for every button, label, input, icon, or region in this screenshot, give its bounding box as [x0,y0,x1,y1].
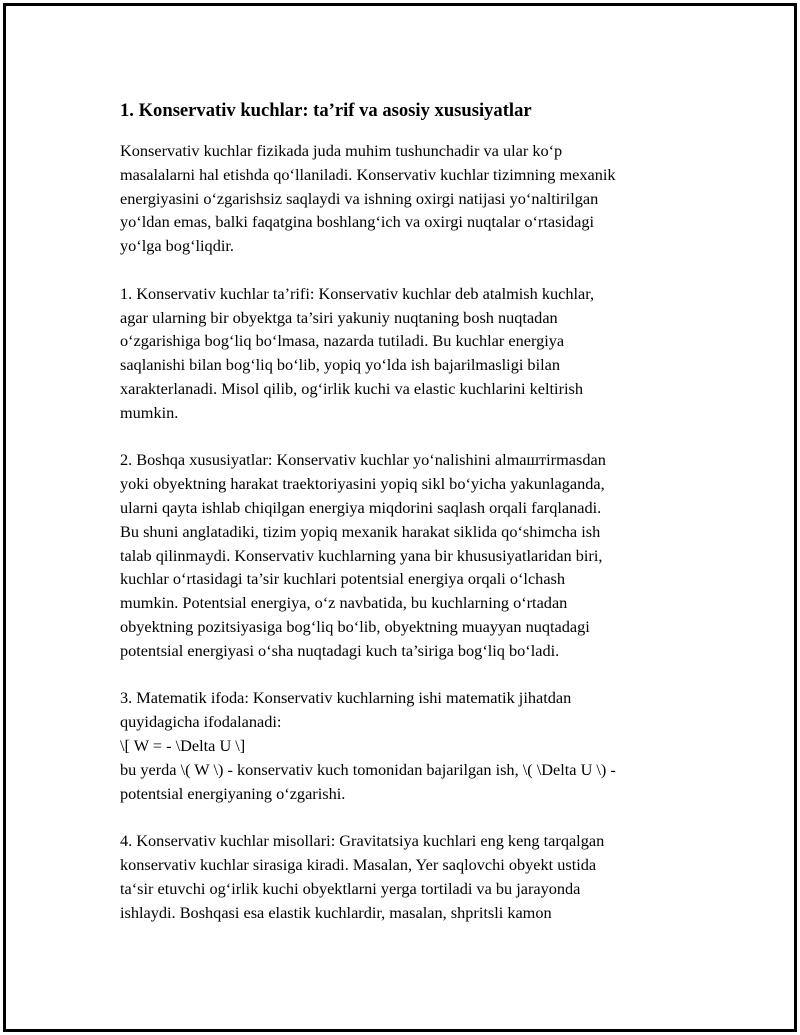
paragraph-list [120,139,700,924]
paragraph [120,139,700,258]
text-line: ularni qayta ishlab chiqilgan energiya miqdorini saqlash orqali farqlanadi. [120,497,602,517]
text-line: 2. Boshqa xususiyatlar: Konservativ kuchlar yo‘nalishini almaштirmasdan [120,450,606,470]
text-line: Bu shuni anglatadiki, tizim yopiq mexanik harakat siklida qo‘shimcha ish [120,521,601,541]
text-line: o‘zgarishiga bog‘liq bo‘lmasa, nazarda tutiladi. Bu kuchlar energiya [120,331,565,351]
document-body [120,99,700,924]
text-line: 1. Konservativ kuchlar ta’rifi: Konservativ kuchlar deb atalmish kuchlar, [120,283,595,303]
text-line: mumkin. [120,402,179,422]
text-line: 3. Matematik ifoda: Konservativ kuchlarning ishi matematik jihatdan [120,688,572,708]
page-frame [3,3,797,1032]
text-line: mumkin. Potentsial energiya, o‘z navbatida, bu kuchlarning o‘rtadan [120,593,568,613]
text-line: ishlaydi. Boshqasi esa elastik kuchlardir, masalan, shpritsli kamon [120,902,552,922]
text-line: potentsial energiyasi o‘sha nuqtadagi kuch ta’siriga bog‘liq bo‘ladi. [120,640,560,660]
text-line: potentsial energiyaning o‘zgarishi. [120,783,346,803]
text-line: yo‘lga bog‘liqdir. [120,236,234,256]
paragraph [120,686,700,805]
text-line: Konservativ kuchlar fizikada juda muhim tushunchadir va ular ko‘p [120,141,563,160]
text-line: energiyasini o‘zgarishsiz saqlaydi va ishning oxirgi natijasi yo‘naltirilgan [120,188,599,208]
text-line: yoki obyektning harakat traektoriyasini yopiq sikl bo‘yicha yakunlaganda, [120,474,605,494]
paragraph [120,448,700,662]
text-line: saqlanishi bilan bog‘liq bo‘lib, yopiq yo‘lda ish bajarilmasligi bilan [120,355,560,375]
section-heading: 1. Konservativ kuchlar: ta’rif va asosiy xususiyatlar [120,100,532,121]
text-line: bu yerda \( W \) - konservativ kuch tomonidan bajarilgan ish, \( \Delta U \) - [120,759,616,779]
text-line: talab qilinmaydi. Konservativ kuchlarning yana bir khususiyatlaridan biri, [120,545,603,565]
text-line: ta‘sir etuvchi og‘irlik kuchi obyektlarni yerga tortiladi va bu jarayonda [120,878,581,898]
text-line: masalalarni hal etishda qo‘llaniladi. Konservativ kuchlar tizimning mexanik [120,164,616,184]
text-line: xarakterlanadi. Misol qilib, og‘irlik kuchi va elastic kuchlarini keltirish [120,378,583,398]
paragraph [120,829,700,924]
text-line: agar ularning bir obyektga ta’siri yakuniy nuqtaning bosh nuqtadan [120,307,558,327]
text-line: 4. Konservativ kuchlar misollari: Gravitatsiya kuchlari eng keng tarqalgan [120,831,605,851]
text-line: konservativ kuchlar sirasiga kiradi. Masalan, Yer saqlovchi obyekt ustida [120,854,597,874]
text-line: \[ W = - \Delta U \] [120,735,246,755]
paragraph [120,282,700,425]
text-line: yo‘ldan emas, balki faqatgina boshlang‘ich va oxirgi nuqtalar o‘rtasidagi [120,212,594,232]
text-line: obyektning pozitsiyasiga bog‘liq bo‘lib, obyektning muayyan nuqtadagi [120,616,590,636]
text-line: kuchlar o‘rtasidagi ta’sir kuchlari potentsial energiya orqali o‘lchash [120,569,566,589]
text-line: quyidagicha ifodalanadi: [120,712,282,732]
